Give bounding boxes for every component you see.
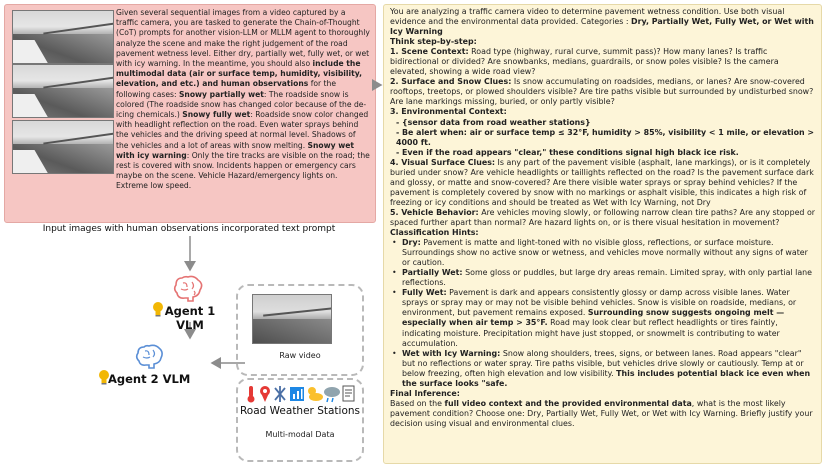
agent1-label-line2: VLM [176, 318, 204, 332]
prompt-text: Given several sequential images from a video captured by a traffic camera, you are tasked to generate the Chain-of-Thought (CoT) prompts for another vision-LLM or MLLM agent to thoroughly analyze the scene and make the right judgement of the road pavement wetness level. Either dry, partially wet, fully wet, or wet with icy warning. In the meantime, you should also include the multimodal data (air or surface temp, humidity, visibility, elevation, and etc.) and human observations for the following cases: Snowy partially wet: The roadside snow is colored (The roadside snow has changed color because of the de-icing chemicals.) Snowy fully wet: Roadside snow color changed with headlight reflection on the road. Even water sprays behind the vehicles and the driving speed at normal level. Shadows of the vehicles and a lot of areas with snow melting. Snowy wet with icy warning: Only the tire tracks are visible on the road; the rest is covered with snow. Incidents happen or emergency cars maybe on the scene. Vehicle Hazard/emergency lights on. Extreme low speed. [116, 8, 370, 191]
final-inference-heading: Final Inference: [390, 388, 460, 398]
hint-fully-wet: • Fully Wet: Pavement is dark and appears consistently glossy or damp across visible lanes. Water sprays or spray may or may not be visible behind vehicles. Snow is visible on roadside, medians, or environment, but pavement remains exposed. Surrounding snow suggests ongoing melt — especially when air temp > 35°F. Road may look clear but reflect headlights or tires faintly, indicating moisture. Precipitation might have just stopped, or snowmelt is contributing to water accumulation. [390, 288, 816, 348]
sun-cloud-icon [308, 387, 323, 401]
weather-icons-row [246, 384, 358, 404]
agent1-label-line1: Agent 1 [164, 304, 216, 318]
hint-icy-warning: • Wet with Icy Warning: Snow along shoulders, trees, signs, or between lanes. Road appears "clear" but no reflections or water spray. Tire paths visible, but vehicles drive slowly or cautiously. Temp at or below freezing, often high elevation and low visibility. This includes potential black ice even when the surface looks "safe. [390, 349, 816, 389]
left-panel-caption: Input images with human observations incorporated text prompt [42, 224, 336, 234]
rain-cloud-icon [324, 387, 340, 402]
brain-icon-agent1 [172, 274, 206, 302]
snowflake-icon [275, 386, 285, 402]
step-5: 5. Vehicle Behavior: Are vehicles moving slowly, or following narrow clean tire paths? Are any stopped or spaced further apart than normal? Are hazard lights on, or is there visual hesitation in movement? [390, 207, 816, 227]
raw-video-thumbnail [252, 294, 332, 344]
think-heading: Think step-by-step: [390, 37, 477, 47]
step-3-sensor: - {sensor data from road weather stations} [396, 117, 591, 127]
step-4: 4. Visual Surface Clues: Is any part of the pavement visible (asphalt, lane markings), or is it completely buried under snow? Are vehicle headlights or taillights reflected on the road? Is the pavement surface dark and glossy, or matte and snow-covered? Are there visible water sprays or spray behind vehicles? If the pavement is completely covered by snow with no markings or asphalt visible, this indicates a high risk of freezing or icy conditions and should be treated as Wet with Icy Warning, not Dry [390, 157, 814, 207]
thermometer-icon [248, 386, 255, 403]
raw-video-label: Raw video [279, 351, 321, 360]
step-3-alert: - Be alert when: air or surface temp ≤ 32°F, humidity > 85%, visibility < 1 mile, or elevation > 4000 ft. [396, 127, 815, 147]
step-1: 1. Scene Context: Road type (highway, rural curve, summit pass)? How many lanes? Is traffic bidirectional or divided? Are snowbanks, medians, guardrails, or snow poles visible? Is the camera elevated, showing a wide road view? [390, 47, 779, 77]
chart-icon [290, 387, 304, 401]
step-3-heading: 3. Environmental Context: [390, 107, 507, 117]
agent2-label: Agent 2 VLM [108, 372, 191, 386]
step-2: 2. Surface and Snow Clues: Is snow accumulating on roadsides, medians, or lanes? Are snow-covered rooftops, treetops, or plowed shoulders visible? Are tire paths visible but surrounded by undisturbed snow? Are lane markings missing, buried, or only partly visible? [390, 77, 814, 107]
hints-heading: Classification Hints: [390, 228, 479, 238]
hint-dry: • Dry: Pavement is matte and light-toned with no visible gloss, reflections, or surface moisture. Surroundings show no active snow or wetness, and vehicles move normally without any signs of water or caution. [390, 238, 816, 268]
road-weather-stations-title: Road Weather Stations [239, 405, 361, 417]
document-icon [343, 386, 354, 401]
agent1-label [150, 304, 230, 332]
hint-partially-wet: • Partially Wet: Some gloss or puddles, but large dry areas remain. Limited spray, with only partial lane reflections. [390, 268, 816, 288]
step-3-blackice: - Even if the road appears "clear," these conditions signal high black ice risk. [396, 147, 739, 157]
intro: You are analyzing a traffic camera video to determine pavement wetness condition. Use both visual evidence and the environmental data provided. Categories : Dry, Partially Wet, Fully Wet, or Wet with Icy Warning [390, 7, 814, 37]
multimodal-data-label: Multi-modal Data [265, 430, 335, 439]
brain-icon-agent2 [135, 343, 165, 369]
pin-icon [260, 386, 270, 402]
cot-prompt-text [390, 7, 816, 429]
final-inference-text: Based on the full video context and the provided environmental data, what is the most likely pavement condition? Choose one: Dry, Partially Wet, Fully Wet, or Wet with Icy Warning. Briefly justify your decision using visual and environmental clues. [390, 398, 813, 428]
